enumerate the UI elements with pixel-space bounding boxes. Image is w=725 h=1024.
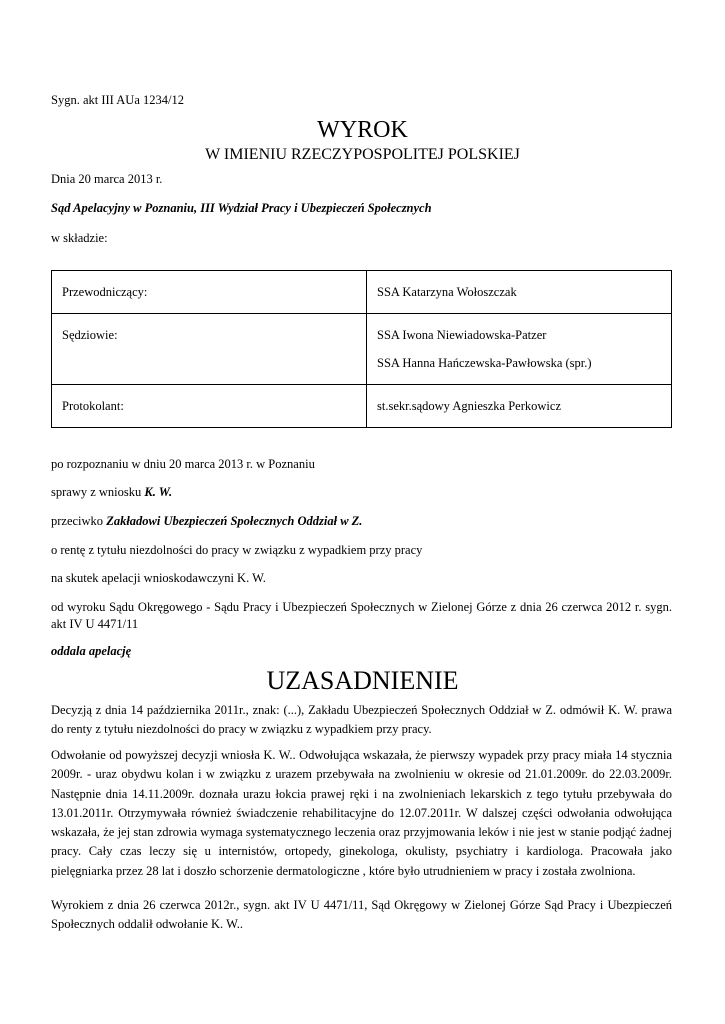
chair-label: Przewodniczący:: [62, 285, 148, 299]
date-line: Dnia 20 marca 2013 r.: [51, 172, 163, 186]
justification-paragraph-1: Decyzją z dnia 14 października 2011r., znak: (...), Zakładu Ubezpieczeń Społecznych Oddział w Z. odmówił K. W. prawa do renty z tytułu niezdolności do pracy w związku z wypadkiem przy pracy.: [51, 703, 672, 737]
justification-paragraph-3: Wyrokiem z dnia 26 czerwca 2012r., sygn. akt IV U 4471/11, Sąd Okręgowy w Zielonej Górze Sąd Pracy i Ubezpieczeń Społecznych oddalił odwołanie K. W..: [51, 898, 672, 932]
subject-line: o rentę z tytułu niezdolności do pracy w związku z wypadkiem przy pracy: [51, 543, 423, 557]
panel-row-judges: [52, 314, 672, 385]
against-prefix: przeciwko: [51, 514, 107, 528]
document-title: WYROK: [317, 117, 408, 143]
case-prefix: sprawy z wniosku: [51, 485, 145, 499]
case-line: [51, 484, 172, 500]
chair-name: SSA Katarzyna Wołoszczak: [377, 285, 517, 299]
judges-label: Sędziowie:: [62, 328, 118, 342]
clerk-label: Protokolant:: [62, 399, 124, 413]
case-signature: Sygn. akt III AUa 1234/12: [51, 93, 184, 107]
document-subtitle: W IMIENIU RZECZYPOSPOLITEJ POLSKIEJ: [205, 146, 520, 163]
applicant-name: K. W.: [144, 485, 173, 499]
panel-row-chair: [52, 271, 672, 314]
panel-table: [51, 270, 672, 428]
decision: oddala apelację: [51, 644, 132, 658]
justification-heading: UZASADNIENIE: [266, 666, 459, 695]
judge-2-name: SSA Hanna Hańczewska-Pawłowska (spr.): [377, 356, 592, 370]
panel-row-clerk: [52, 385, 672, 428]
justification-paragraph-2: Odwołanie od powyższej decyzji wniosła K. W.. Odwołująca wskazała, że pierwszy wypadek przy pracy miała 14 stycznia 2009r. - uraz obydwu kolan i w związku z urazem przebywała na zwolnieniu w okresie od 21.01.2009r. do 22.03.2009r. Następnie dnia 14.11.2009r. doznała urazu łokcia prawej ręki i na zwolnieniach lekarskich z tego tytułu przebywała do 13.01.2011r. Otrzymywała również świadczenie rehabilitacyjne do 12.07.2011r. W dalszej części odwołania odwołująca wskazała, że jej stan zdrowia wymaga systematycznego leczenia oraz przyjmowania leków i nie jest w stanie podjąć żadnej pracy. Cały czas leczy się u internistów, ortopedy, ginekologa, okulisty, psychiatry i kardiologa. Pracowała jako pielęgniarka przez 28 lat i doszło schorzenie dermatologiczne , które było utrudnieniem w pracy i została zwolniona.: [51, 748, 672, 878]
against-line: [51, 513, 362, 529]
clerk-name: st.sekr.sądowy Agnieszka Perkowicz: [377, 399, 561, 413]
examined-line: po rozpoznaniu w dniu 20 marca 2013 r. w Poznaniu: [51, 457, 315, 471]
respondent-name: Zakładowi Ubezpieczeń Społecznych Oddział w Z.: [106, 514, 363, 528]
judge-1-name: SSA Iwona Niewiadowska-Patzer: [377, 328, 547, 342]
judgment-reference: od wyroku Sądu Okręgowego - Sądu Pracy i Ubezpieczeń Społecznych w Zielonej Górze z dnia 26 czerwca 2012 r. sygn. akt IV U 4471/11: [51, 600, 672, 631]
composition-label: w składzie:: [51, 231, 108, 245]
court-name: Sąd Apelacyjny w Poznaniu, III Wydział Pracy i Ubezpieczeń Społecznych: [51, 201, 432, 215]
appeal-line: na skutek apelacji wnioskodawczyni K. W.: [51, 571, 266, 585]
